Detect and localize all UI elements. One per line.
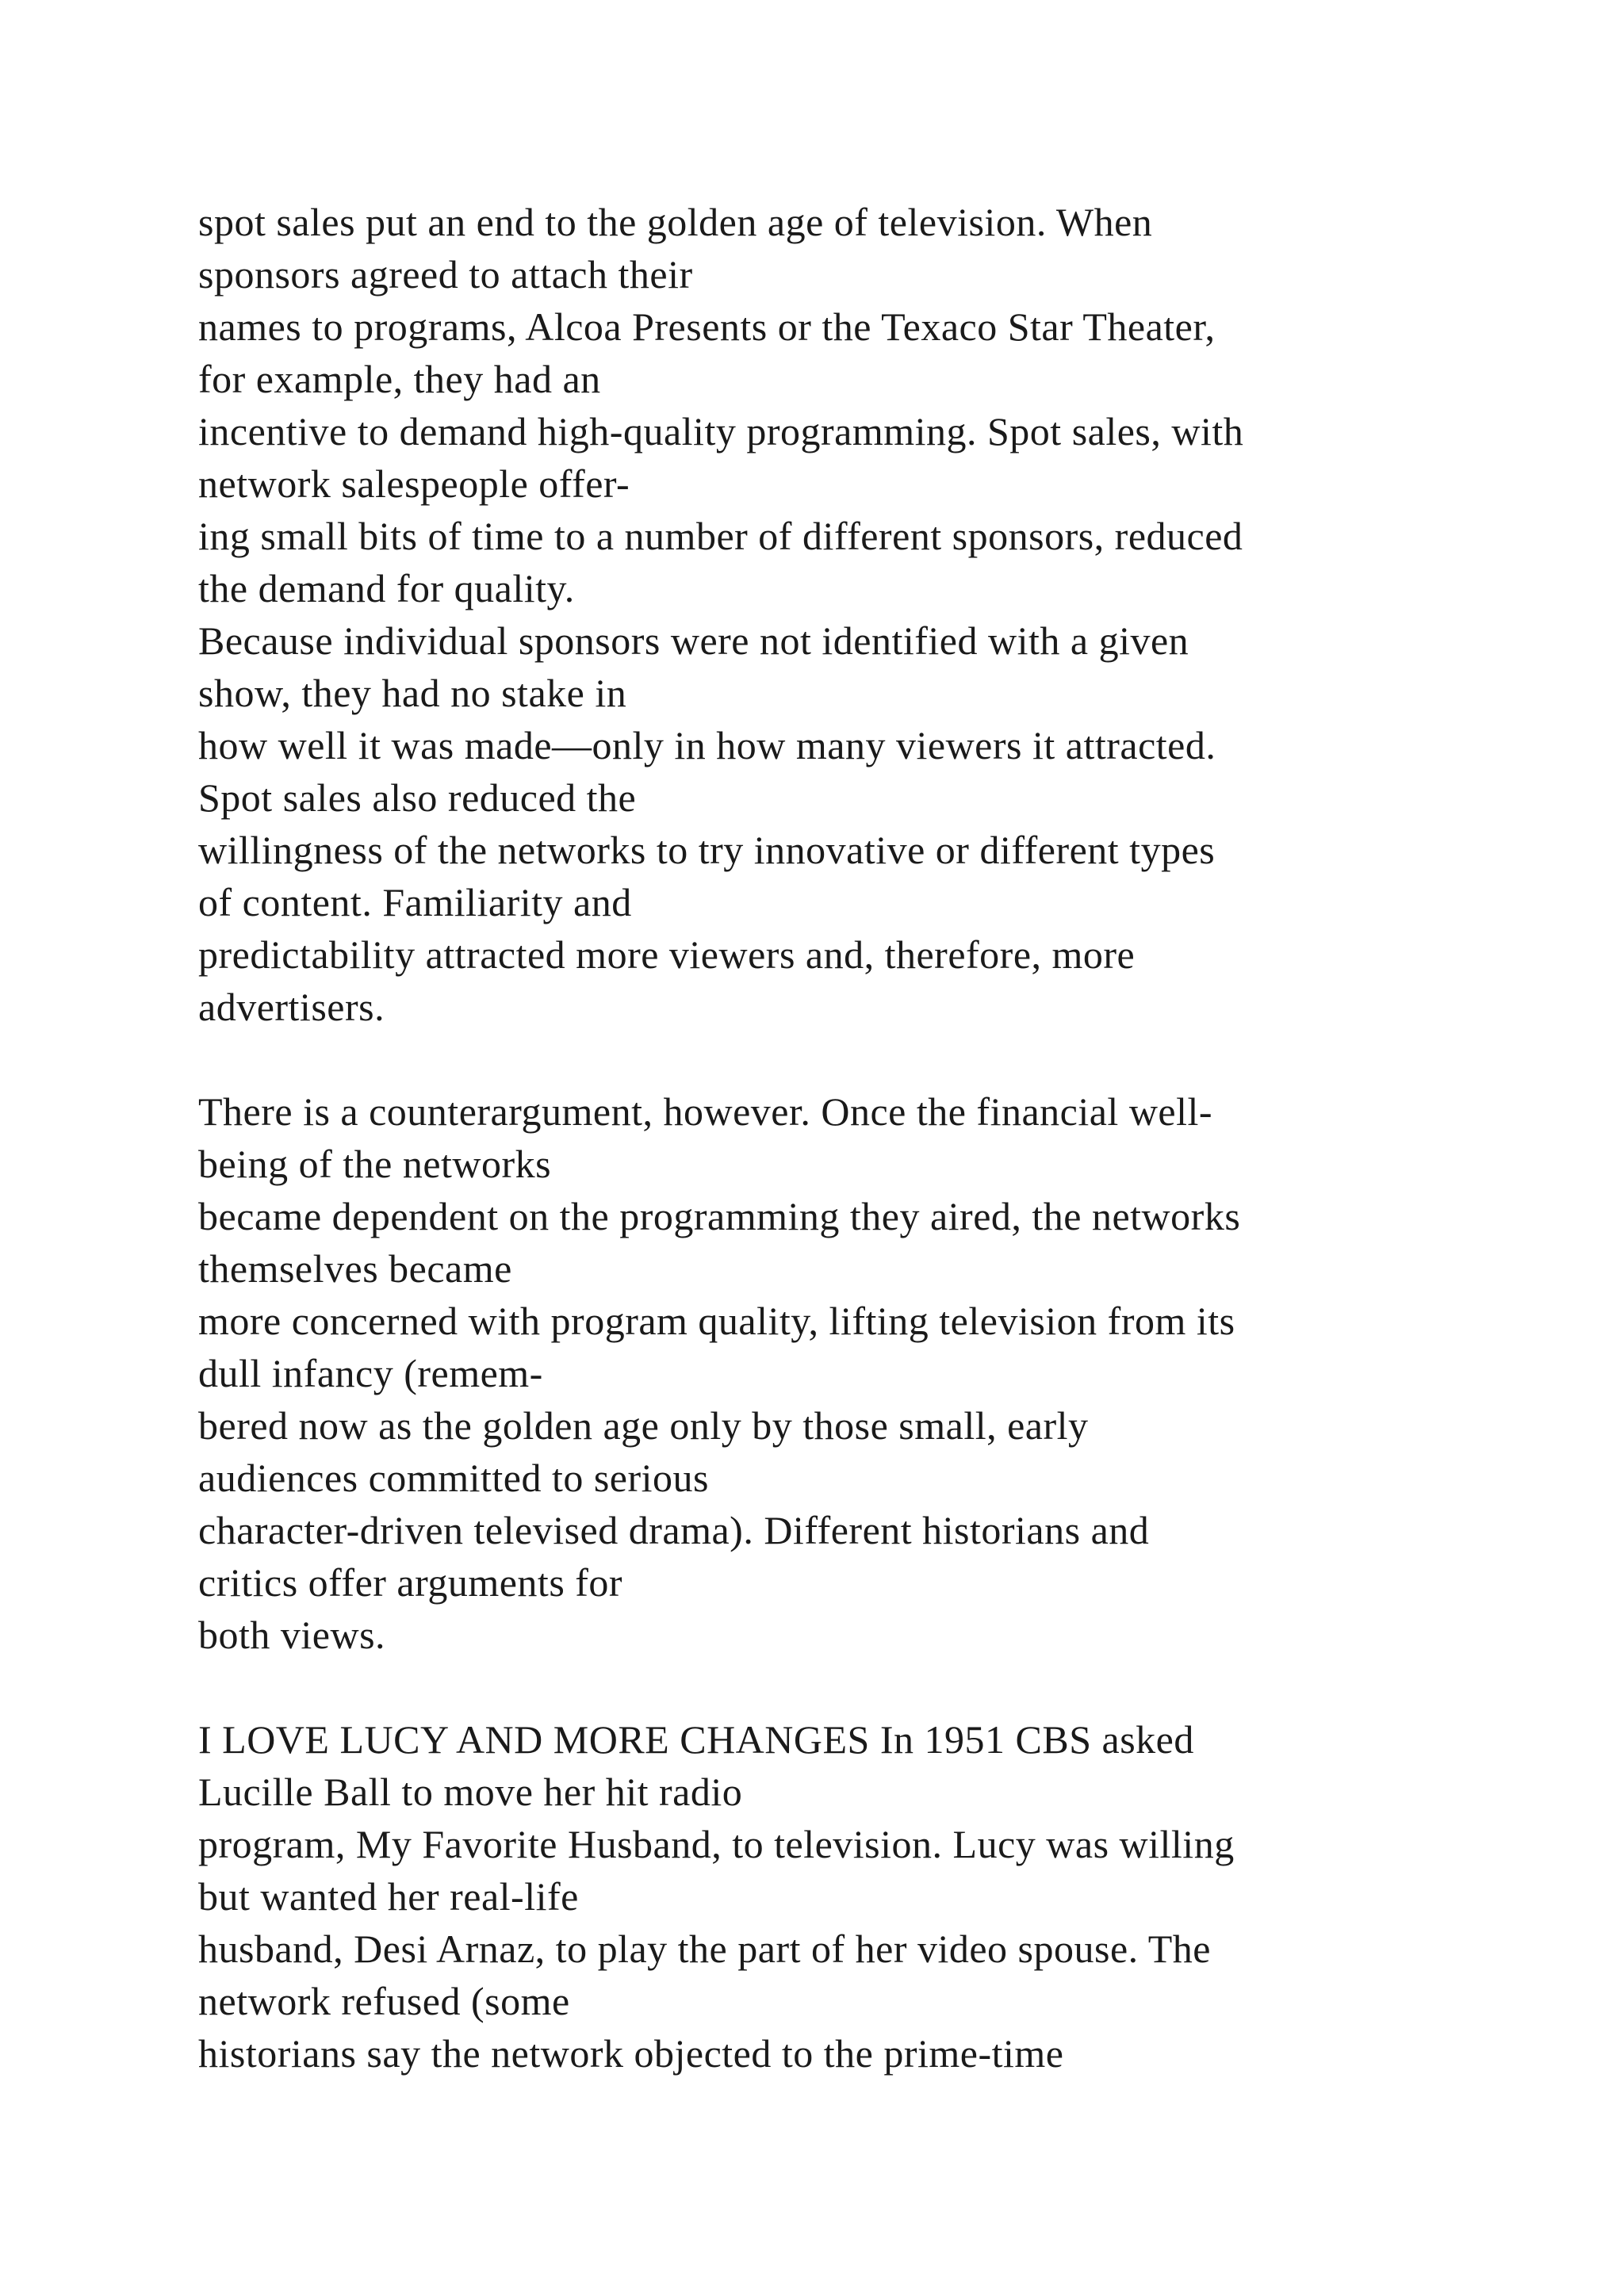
- text-line: character-driven televised drama). Different historians and: [198, 1508, 1150, 1552]
- text-line: themselves became: [198, 1246, 512, 1291]
- text-line: dull infancy (remem-: [198, 1351, 543, 1395]
- text-line: the demand for quality.: [198, 566, 575, 610]
- text-line: Because individual sponsors were not identified with a given: [198, 618, 1189, 663]
- text-line: advertisers.: [198, 985, 385, 1029]
- blank-line: [198, 1033, 1594, 1085]
- text-line: willingness of the networks to try innovative or different types: [198, 828, 1216, 872]
- text-line: show, they had no stake in: [198, 671, 627, 715]
- blank-line: [198, 1661, 1594, 1713]
- text-line: ing small bits of time to a number of different sponsors, reduced: [198, 514, 1243, 558]
- text-line: bered now as the golden age only by those small, early: [198, 1403, 1089, 1448]
- text-line: became dependent on the programming they aired, the networks: [198, 1194, 1241, 1238]
- text-line: audiences committed to serious: [198, 1456, 710, 1500]
- text-line: of content. Familiarity and: [198, 880, 632, 924]
- text-line: both views.: [198, 1613, 386, 1657]
- text-line: There is a counterargument, however. Once the financial well-: [198, 1089, 1213, 1134]
- text-line: Spot sales also reduced the: [198, 775, 637, 820]
- text-line: network refused (some: [198, 1979, 570, 2023]
- text-line: husband, Desi Arnaz, to play the part of her video spouse. The: [198, 1927, 1211, 1971]
- text-line: program, My Favorite Husband, to television. Lucy was willing: [198, 1822, 1235, 1866]
- text-line: Lucille Ball to move her hit radio: [198, 1770, 743, 1814]
- text-line: names to programs, Alcoa Presents or the Texaco Star Theater,: [198, 304, 1216, 349]
- text-line: being of the networks: [198, 1142, 552, 1186]
- text-line: spot sales put an end to the golden age of television. When: [198, 200, 1153, 244]
- text-line: how well it was made—only in how many viewers it attracted.: [198, 723, 1216, 767]
- text-line: I LOVE LUCY AND MORE CHANGES In 1951 CBS asked: [198, 1717, 1194, 1762]
- text-line: but wanted her real-life: [198, 1874, 579, 1919]
- text-line: sponsors agreed to attach their: [198, 252, 693, 297]
- text-line: incentive to demand high-quality programming. Spot sales, with: [198, 409, 1244, 453]
- text-line: for example, they had an: [198, 357, 601, 401]
- text-line: historians say the network objected to the prime-time: [198, 2031, 1064, 2076]
- text-line: critics offer arguments for: [198, 1560, 623, 1605]
- text-line: predictability attracted more viewers and, therefore, more: [198, 932, 1136, 977]
- text-line: more concerned with program quality, lifting television from its: [198, 1299, 1235, 1343]
- text-line: network salespeople offer-: [198, 461, 630, 506]
- body-text: [198, 196, 1594, 2080]
